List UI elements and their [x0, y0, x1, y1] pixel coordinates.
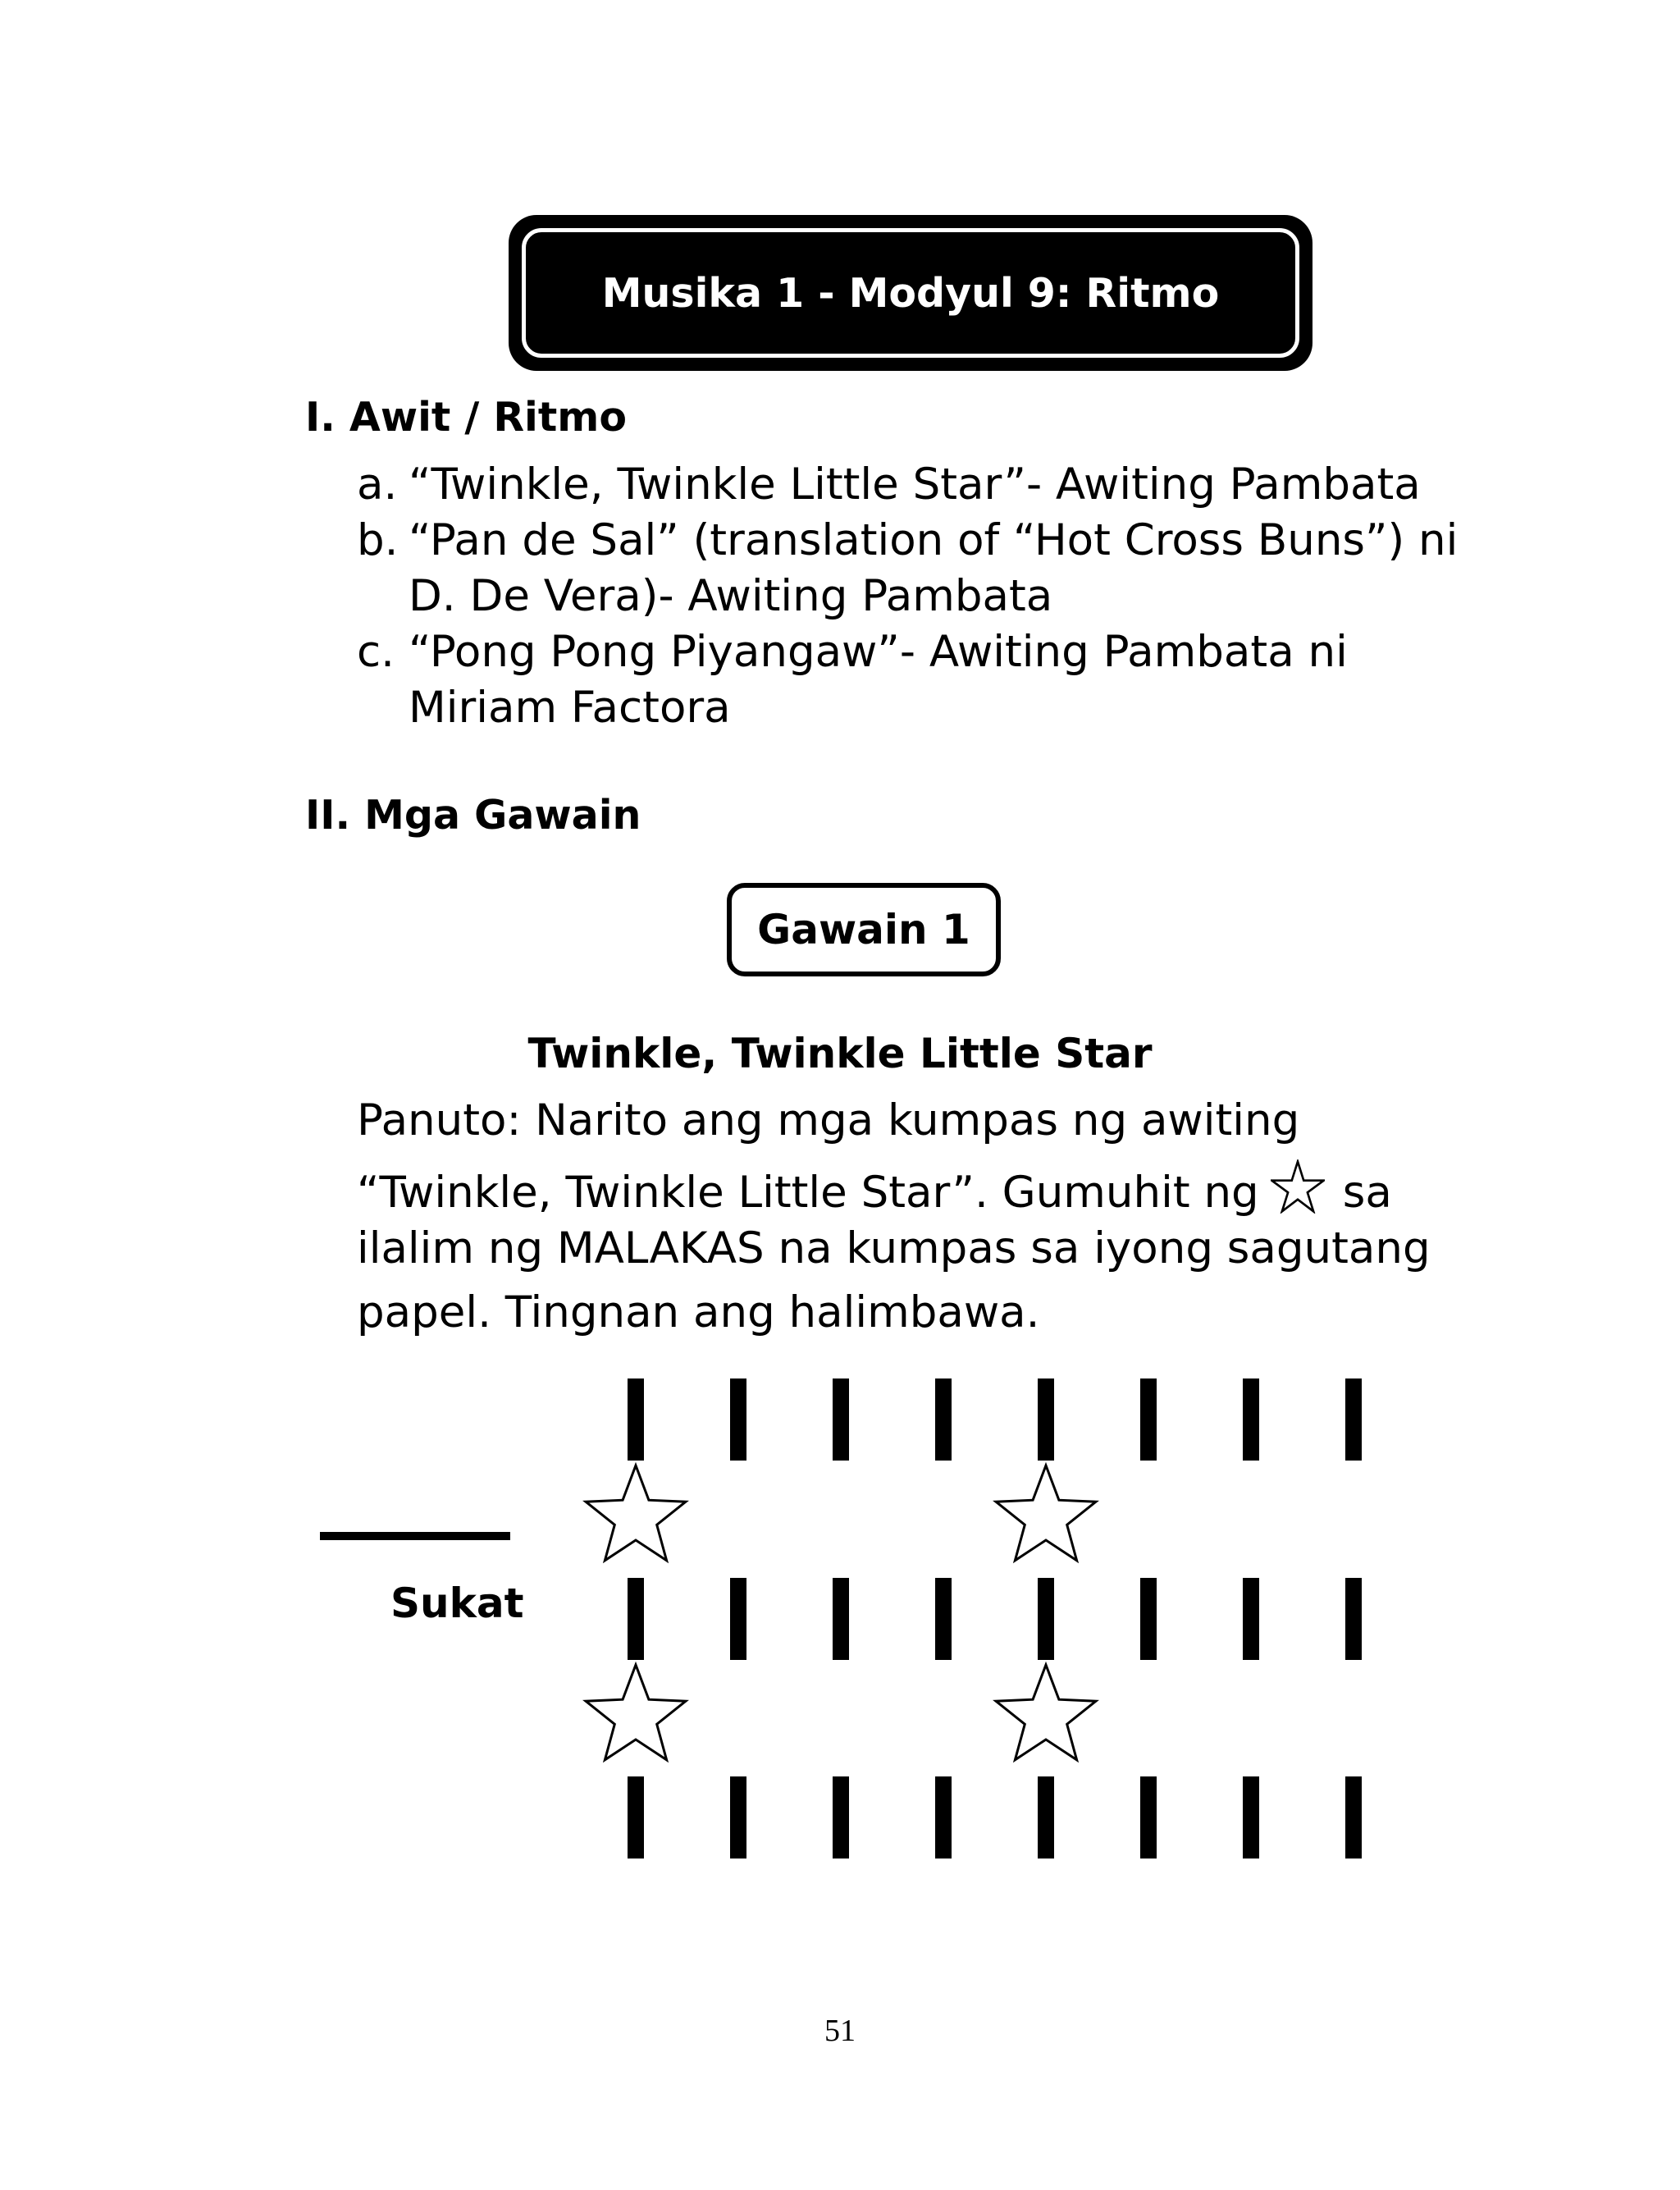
beat-bar — [1140, 1578, 1157, 1660]
beat-bar — [1038, 1378, 1054, 1461]
list-item-c-text-line2: Miriam Factora — [409, 683, 731, 733]
beat-bar — [833, 1578, 849, 1660]
instruction-line-2-text: “Twinkle, Twinkle Little Star”. Gumuhit ng — [357, 1168, 1259, 1218]
strong-beat-star-icon — [586, 1665, 686, 1760]
section-heading-gawain: II. Mga Gawain — [305, 792, 641, 839]
strong-beat-star-icon — [996, 1465, 1096, 1561]
beat-bar — [1038, 1578, 1054, 1660]
beat-bar — [730, 1378, 746, 1461]
beat-bar — [628, 1776, 644, 1859]
activity-label: Gawain 1 — [757, 906, 970, 953]
module-title: Musika 1 - Modyul 9: Ritmo — [601, 269, 1220, 317]
beat-bar — [1345, 1378, 1362, 1461]
beat-bar — [935, 1776, 952, 1859]
song-title: Twinkle, Twinkle Little Star — [527, 1030, 1153, 1077]
instruction-line-4: papel. Tingnan ang halimbawa. — [357, 1287, 1040, 1337]
list-marker-c: c. — [357, 627, 395, 677]
beat-bar — [1243, 1378, 1259, 1461]
instruction-line-3: ilalim ng MALAKAS na kumpas sa iyong sagutang — [357, 1223, 1431, 1273]
beat-bar — [730, 1578, 746, 1660]
instruction-line-1: Panuto: Narito ang mga kumpas ng awiting — [357, 1095, 1300, 1145]
list-item-c-text-line1: “Pong Pong Piyangaw”- Awiting Pambata ni — [409, 627, 1348, 677]
beat-bar — [1243, 1776, 1259, 1859]
strong-beat-star-icon — [586, 1465, 686, 1561]
beat-bar — [1140, 1378, 1157, 1461]
list-marker-b: b. — [357, 515, 399, 565]
beat-bar — [1038, 1776, 1054, 1859]
beat-bar — [628, 1378, 644, 1461]
measure-label: Sukat — [390, 1580, 524, 1627]
beat-bar — [1345, 1578, 1362, 1660]
beat-bar — [1243, 1578, 1259, 1660]
strong-beat-star-icon — [996, 1665, 1096, 1760]
beat-bar — [1345, 1776, 1362, 1859]
list-item-b-text-line2: D. De Vera)- Awiting Pambata — [409, 571, 1053, 621]
beat-bar — [833, 1378, 849, 1461]
list-item-b-text-line1: “Pan de Sal” (translation of “Hot Cross Buns”) ni — [409, 515, 1459, 565]
instruction-line-2-tail: sa — [1342, 1168, 1392, 1218]
beat-bar — [935, 1378, 952, 1461]
beat-bar — [1140, 1776, 1157, 1859]
beat-bar — [628, 1578, 644, 1660]
beat-bar — [730, 1776, 746, 1859]
beat-bar — [935, 1578, 952, 1660]
section-heading-awit: I. Awit / Ritmo — [305, 394, 627, 441]
page-number: 51 — [824, 2014, 856, 2048]
list-marker-a: a. — [357, 459, 398, 510]
list-item-a-text: “Twinkle, Twinkle Little Star”- Awiting Pambata — [409, 459, 1421, 510]
beat-bar — [833, 1776, 849, 1859]
